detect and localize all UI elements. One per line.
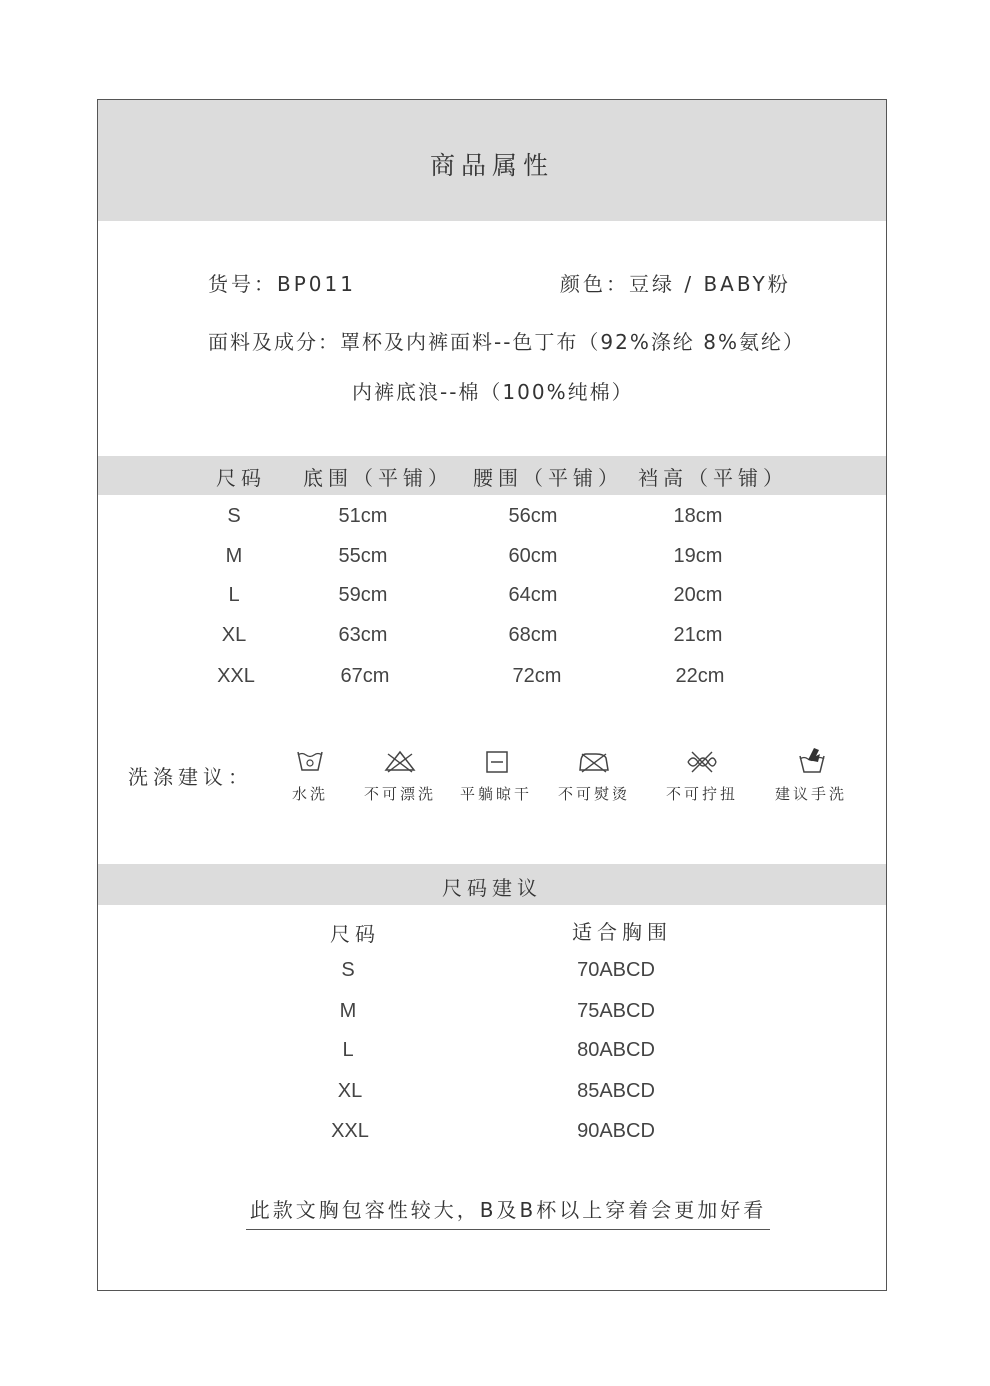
waist-cell: 72cm	[512, 665, 562, 687]
no-iron-icon	[576, 748, 612, 776]
size-cell: L	[228, 584, 240, 606]
advice-bust-cell: 75ABCD	[577, 1000, 655, 1022]
care-item-label: 水洗	[291, 785, 328, 803]
care-item-label: 平躺晾干	[459, 785, 532, 803]
rise-cell: 22cm	[675, 665, 725, 687]
size-cell: XXL	[217, 665, 255, 687]
hem-col-header: 底围（平铺）	[303, 466, 453, 490]
care-label: 洗涤建议：	[128, 765, 253, 789]
advice-bust-cell: 85ABCD	[577, 1080, 655, 1102]
rise-cell: 20cm	[673, 584, 723, 606]
waist-cell: 60cm	[508, 545, 558, 567]
rise-cell: 18cm	[673, 505, 723, 527]
fit-note: 此款文胸包容性较大，B及B杯以上穿着会更加好看	[246, 1194, 770, 1230]
color-value: 颜色：豆绿 / BABY粉	[560, 272, 791, 296]
advice-bust-cell: 80ABCD	[577, 1039, 655, 1061]
waist-cell: 64cm	[508, 584, 558, 606]
advice-size-header: 尺码	[330, 922, 380, 946]
care-item-label: 建议手洗	[774, 785, 847, 803]
size-cell: M	[225, 545, 243, 567]
fabric-composition: 面料及成分：罩杯及内裤面料--色丁布（92%涤纶 8%氨纶）	[208, 330, 805, 354]
rise-col-header: 裆高（平铺）	[638, 466, 788, 490]
waist-col-header: 腰围（平铺）	[473, 466, 623, 490]
hem-cell: 63cm	[338, 624, 388, 646]
rise-cell: 19cm	[673, 545, 723, 567]
advice-bust-header: 适合胸围	[572, 920, 672, 944]
no-bleach-icon	[382, 748, 418, 776]
hem-cell: 67cm	[340, 665, 390, 687]
care-item-label: 不可漂洗	[363, 785, 436, 803]
size-advice-title: 尺码建议	[442, 876, 542, 900]
advice-size-cell: L	[342, 1039, 354, 1061]
advice-bust-cell: 90ABCD	[577, 1120, 655, 1142]
hand-wash-icon	[794, 746, 830, 774]
advice-size-cell: XL	[337, 1080, 363, 1102]
advice-size-cell: M	[339, 1000, 357, 1022]
item-number: 货号：BP011	[208, 272, 356, 296]
advice-size-cell: XXL	[331, 1120, 369, 1142]
size-col-header: 尺码	[216, 466, 266, 490]
page-title: 商品属性	[429, 151, 554, 180]
waist-cell: 68cm	[508, 624, 558, 646]
hem-cell: 55cm	[338, 545, 388, 567]
product-attributes-card	[97, 99, 887, 1291]
dry-flat-icon	[479, 748, 515, 776]
size-cell: S	[227, 505, 241, 527]
care-item-label: 不可熨烫	[557, 785, 630, 803]
no-wring-icon	[684, 748, 720, 776]
wash-tub-icon	[292, 748, 328, 776]
care-item-label: 不可拧扭	[665, 785, 738, 803]
lining-composition: 内裤底浪--棉（100%纯棉）	[352, 380, 634, 404]
advice-size-cell: S	[341, 959, 355, 981]
rise-cell: 21cm	[673, 624, 723, 646]
waist-cell: 56cm	[508, 505, 558, 527]
hem-cell: 59cm	[338, 584, 388, 606]
hem-cell: 51cm	[338, 505, 388, 527]
advice-bust-cell: 70ABCD	[577, 959, 655, 981]
size-cell: XL	[221, 624, 247, 646]
